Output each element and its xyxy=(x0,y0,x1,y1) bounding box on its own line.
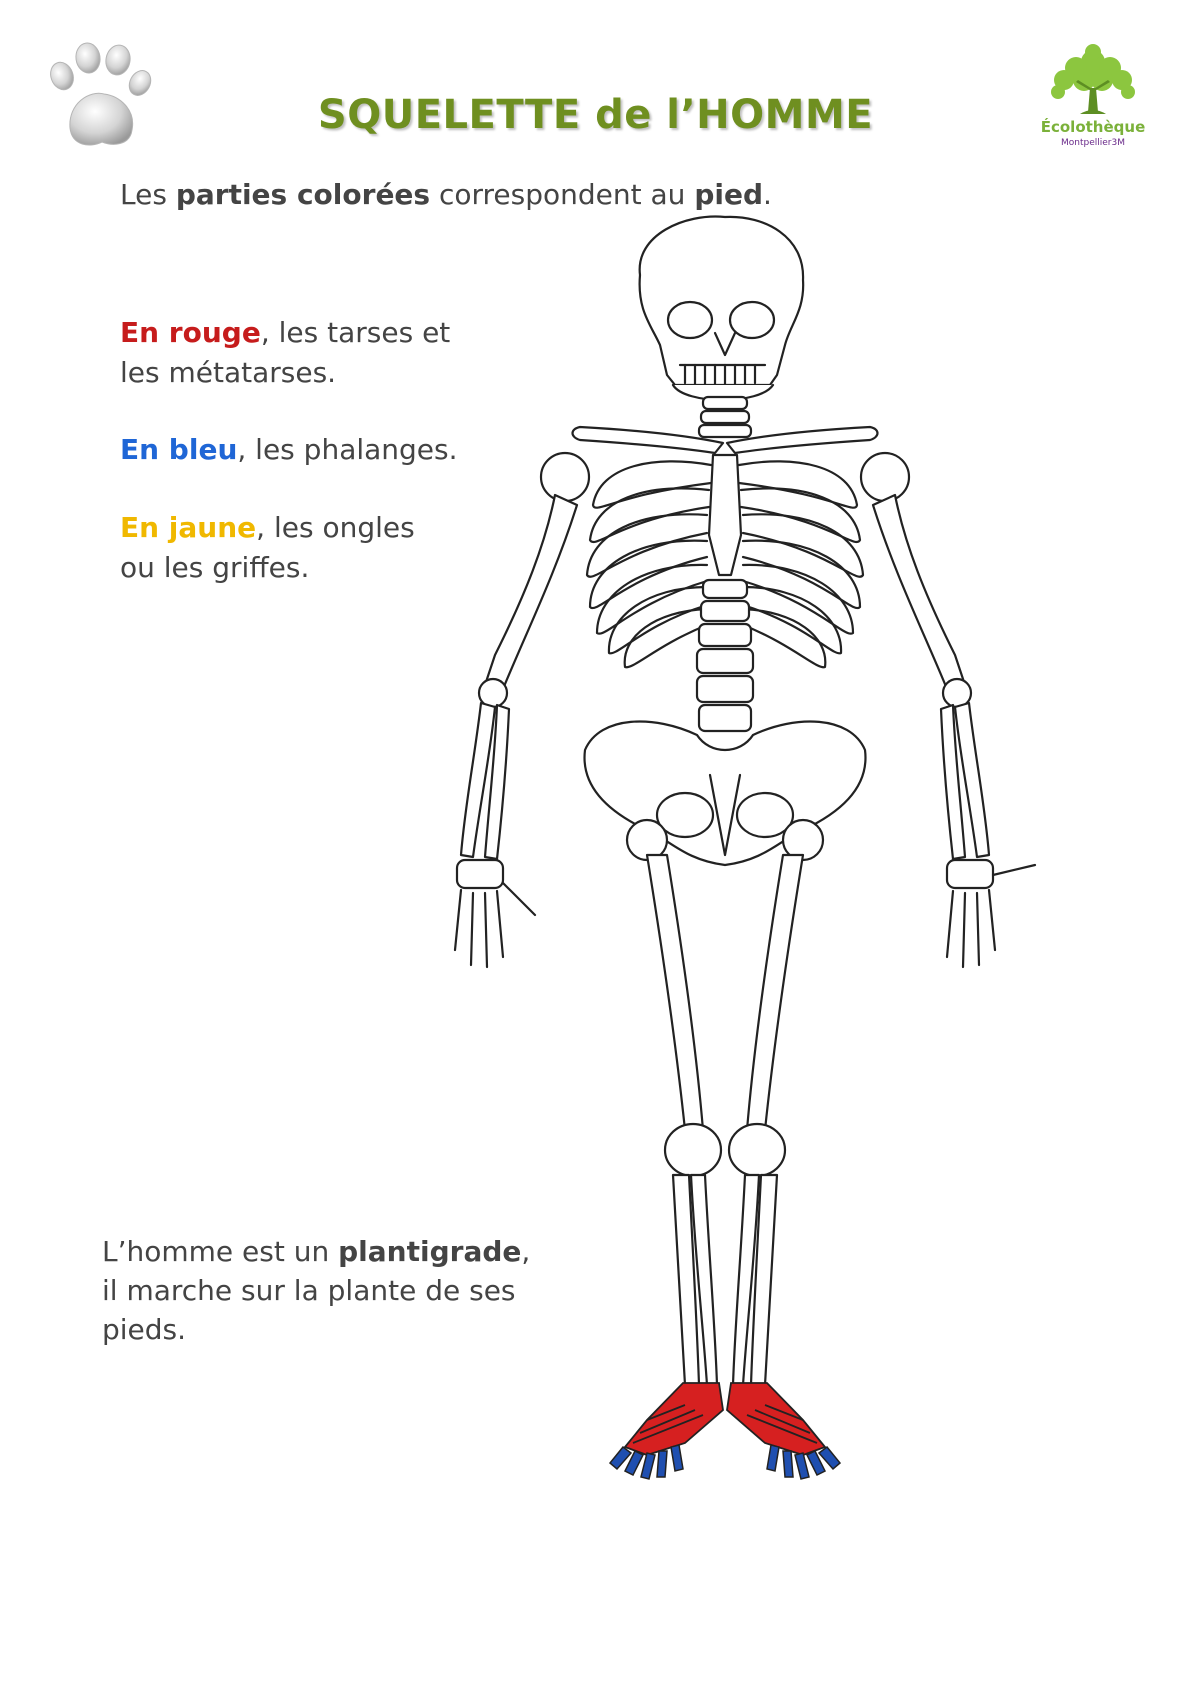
legend-yellow xyxy=(120,508,415,588)
right-foot xyxy=(727,1383,825,1455)
spine xyxy=(697,580,753,731)
legend-red-text-2: les métatarses. xyxy=(120,356,337,389)
right-hand xyxy=(947,860,1035,967)
legend-yellow-label: En jaune xyxy=(120,511,257,544)
page-title: SQUELETTE de l’HOMME xyxy=(317,92,874,138)
intro-post: . xyxy=(763,178,772,211)
left-hand xyxy=(455,860,535,967)
legend-yellow-text: , les ongles xyxy=(256,511,415,544)
legend-red-text: , les tarses et xyxy=(260,316,451,349)
intro-bold-foot: pied xyxy=(694,178,764,211)
neck xyxy=(699,397,751,437)
legend-blue-text: , les phalanges. xyxy=(237,433,458,466)
note-pre: L’homme est un xyxy=(102,1235,339,1268)
note-line-2: il marche sur la plante de ses xyxy=(102,1274,516,1307)
logo-subtitle: Montpellier3M xyxy=(1061,138,1125,148)
tree-icon xyxy=(1028,40,1158,120)
legend-yellow-text-2: ou les griffes. xyxy=(120,551,310,584)
skull xyxy=(640,217,804,400)
intro-pre: Les xyxy=(120,178,176,211)
intro-text xyxy=(120,178,772,211)
legend-red-label: En rouge xyxy=(120,316,261,349)
legend-blue-label: En bleu xyxy=(120,433,238,466)
intro-mid: correspondent au xyxy=(430,178,695,211)
note-line-3: pieds. xyxy=(102,1313,187,1346)
note-bold: plantigrade xyxy=(338,1235,522,1268)
intro-bold-parts: parties colorées xyxy=(175,178,431,211)
ecolotheque-logo xyxy=(1028,40,1158,155)
left-foot xyxy=(625,1383,723,1455)
skeleton-illustration xyxy=(385,215,1105,1595)
logo-name: Écolothèque xyxy=(1040,118,1146,136)
note-post: , xyxy=(521,1235,531,1268)
